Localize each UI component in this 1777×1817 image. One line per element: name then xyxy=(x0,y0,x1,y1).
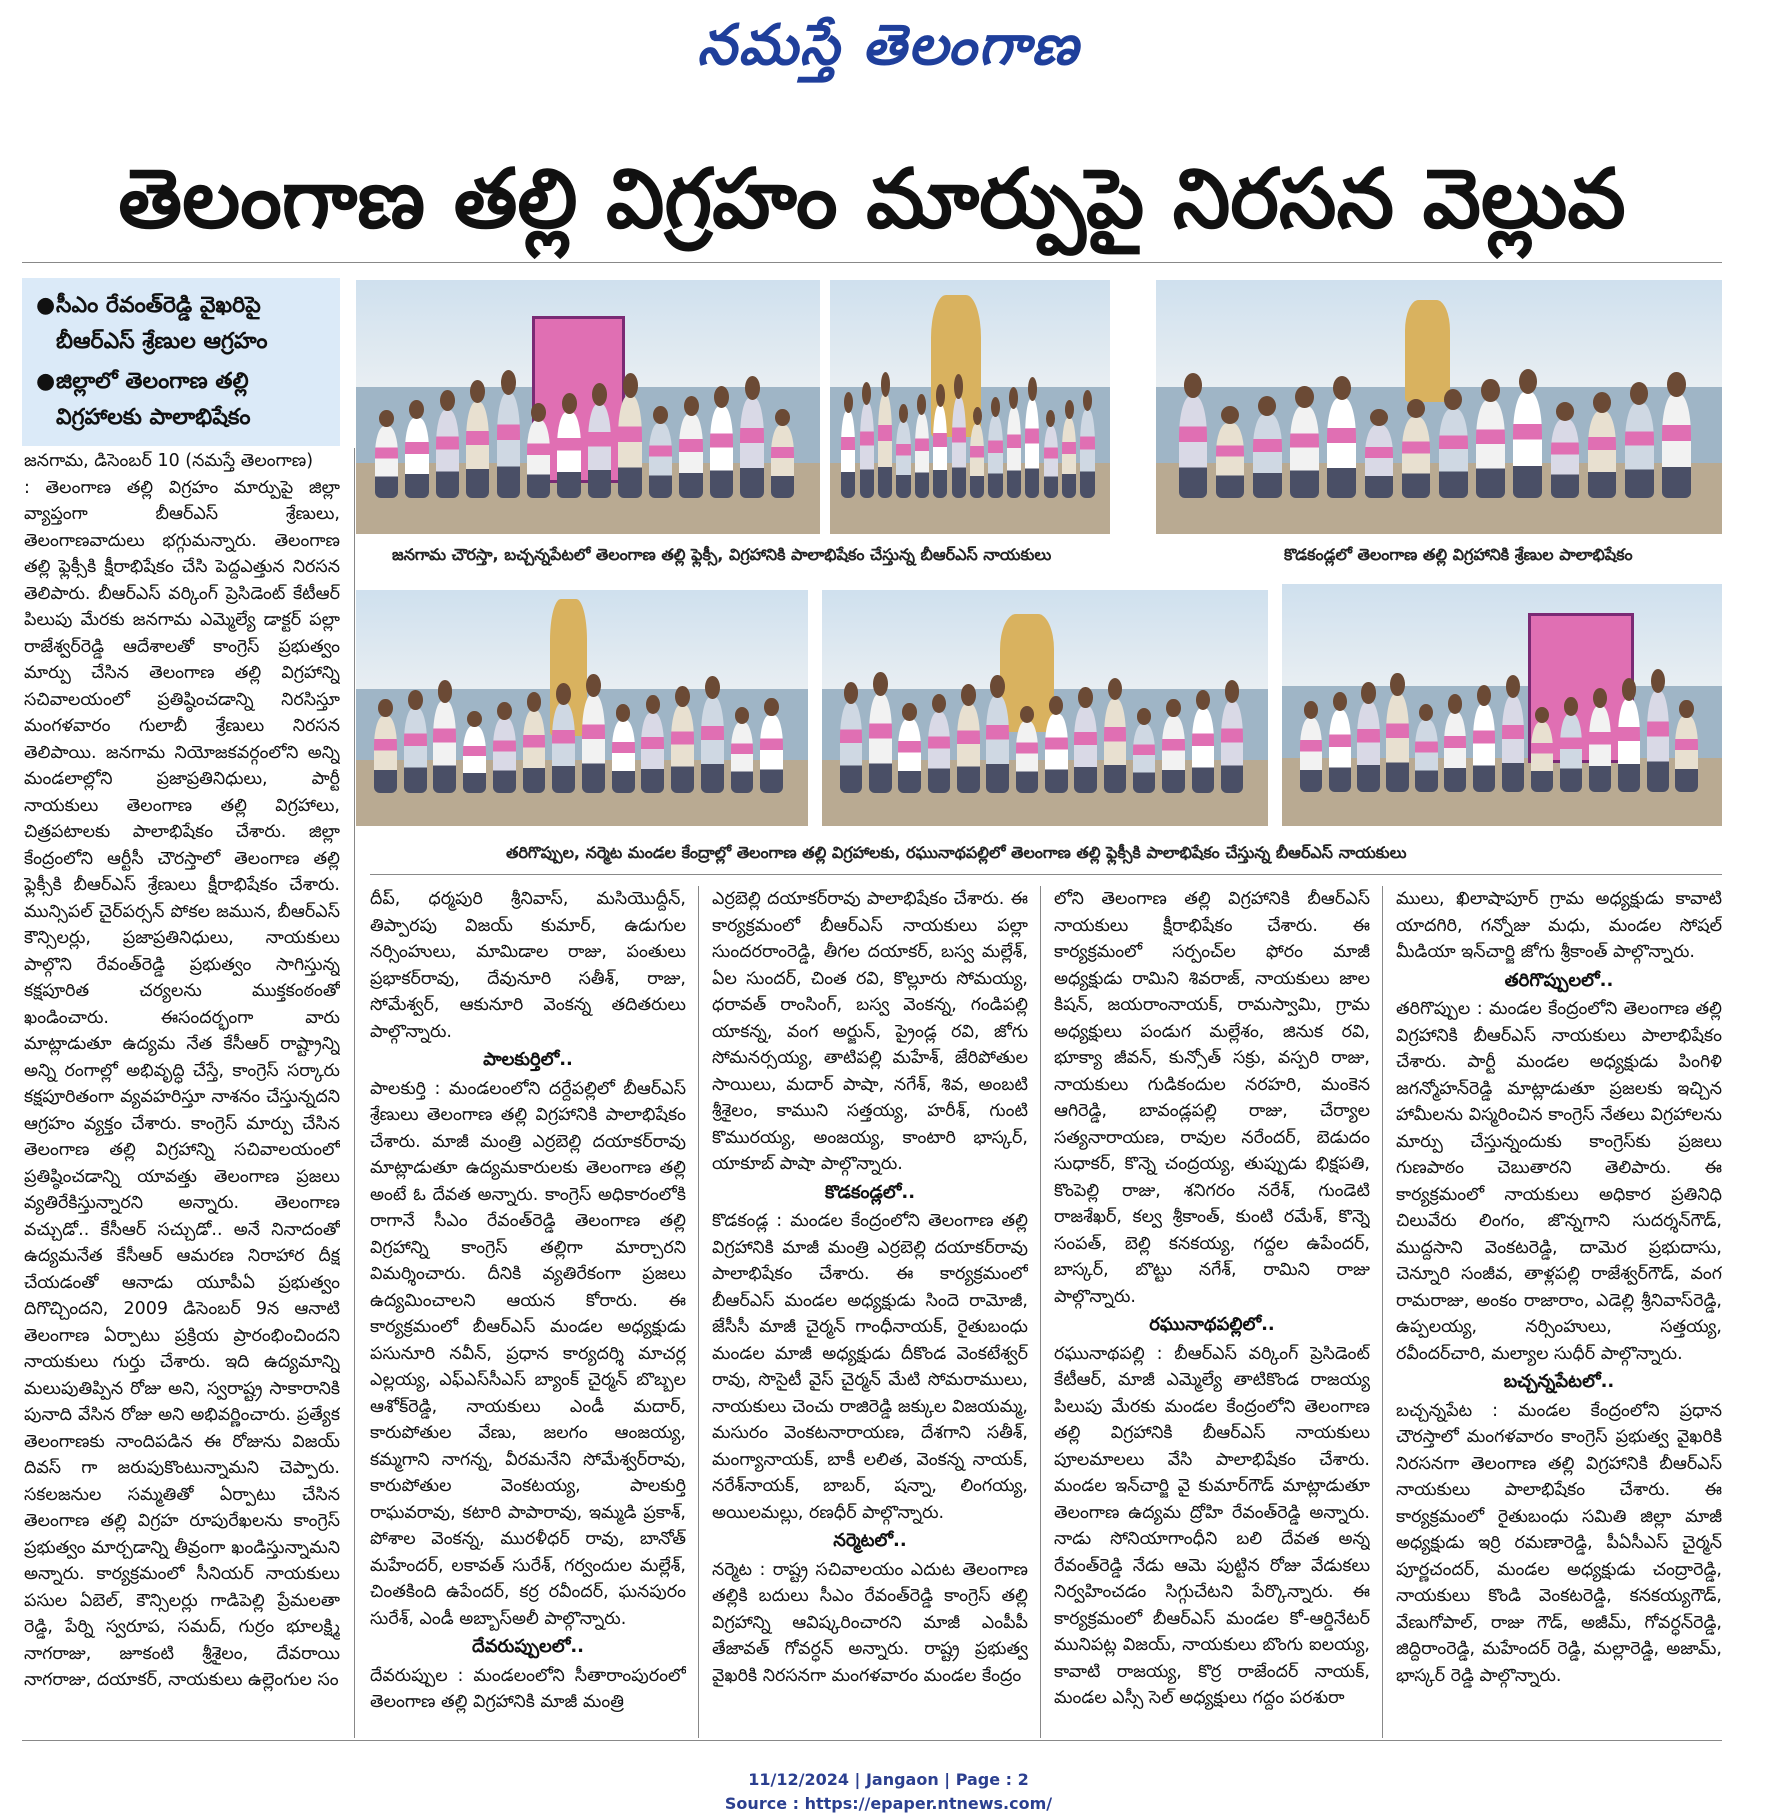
photo-tarigoppula xyxy=(356,590,808,826)
crowd xyxy=(841,382,1099,499)
article-paragraph: రఘునాథపల్లి : బీఆర్‌ఎస్ వర్కింగ్ ప్రెసిడెంట్ కేటీఆర్, మాజీ ఎమ్మెల్యే తాటికొండ రాజయ్య పిలుపు మేరకు మండల కేంద్రంలోని తెలంగాణ తల్లి విగ్రహానికి బీఆర్‌ఎస్ నాయకులు పూలమాలలు వేసి పాలాభిషేకం చేశారు. మండల ఇన్‌చార్జి వై కుమార్‌గౌడ్ మాట్లాడుతూ తెలంగాణ ఉద్యమ ద్రోహి రేవంత్‌రెడ్డి అన్నారు. నాడు సోనియాగాంధీని బలి దేవత అన్న రేవంత్‌రెడ్డి నేడు ఆమె పుట్టిన రోజు వేడుకలు నిర్వహించడం సిగ్గుచేటని పేర్కొన్నారు. ఈ కార్యక్రమంలో బీఆర్‌ఎస్ మండల కో-ఆర్డినేటర్ మునిపట్ల విజయ్, నాయకులు బొంగు ఐలయ్య, కావాటి రాజయ్య, కొర్ర రాజేందర్ నాయక్, మండల ఎస్సీ సెల్ అధ్యక్షులు గద్దం పరశురా xyxy=(1054,1343,1370,1708)
person-figure xyxy=(1618,699,1640,793)
person-figure xyxy=(1551,419,1580,498)
photo-raghunathapalli xyxy=(1282,584,1722,826)
person-figure xyxy=(1192,708,1215,793)
section-heading: బచ్చన్నపేటలో.. xyxy=(1503,1371,1615,1392)
photo-bachannapet xyxy=(830,280,1110,534)
person-figure xyxy=(731,722,754,793)
person-figure xyxy=(582,695,605,793)
person-figure xyxy=(374,716,397,793)
section-heading: రఘునాథపల్లిలో.. xyxy=(1149,1314,1275,1335)
article-paragraph: కొడకండ్ల : మండల కేంద్రంలోని తెలంగాణ తల్లి విగ్రహానికి మాజీ మంత్రి ఎర్రబెల్లి దయాకర్‌రావు పాలాభిషేకం చేశారు. ఈ కార్యక్రమంలో బీఆర్‌ఎస్ మండల అధ్యక్షుడు సిందె రామోజీ, జేసీసీ మాజీ చైర్మన్ గాంధీనాయక్, రైతుబంధు మండల మాజీ అధ్యక్షుడు దీకొండ వెంకటేశ్వర్ రావు, సొసైటీ వైస్ చైర్మన్ మేటి సోమరాములు, నాయకులు చెంచు రాజిరెడ్డి జక్కుల విజయమ్మ, మసురం వెంకటనారాయణ, దేశగాని సతీశ్, మంగ్యానాయక్, బాకీ లలిత, వెంకన్న నాయక్, నరేశ్‌నాయక్, బాబర్, షన్నా, లింగయ్య, అయిలమల్లు, రణధీర్ పాల్గొన్నారు. xyxy=(712,1211,1028,1523)
person-figure xyxy=(988,416,1002,499)
person-figure xyxy=(1025,399,1039,498)
crowd xyxy=(1179,382,1700,499)
person-figure xyxy=(915,413,929,498)
person-figure xyxy=(1402,417,1431,499)
person-figure xyxy=(1439,409,1468,499)
person-figure xyxy=(1386,694,1408,792)
person-figure xyxy=(436,410,459,499)
person-figure xyxy=(869,694,892,793)
person-figure xyxy=(760,715,783,793)
article-column-4 xyxy=(1054,886,1370,1738)
person-figure xyxy=(1216,423,1245,499)
person-figure xyxy=(970,424,984,499)
footer-source-link[interactable]: Source : https://epaper.ntnews.com/ xyxy=(724,1794,1053,1813)
person-figure xyxy=(878,394,892,498)
person-figure xyxy=(952,397,966,499)
subhead-box xyxy=(22,278,340,446)
column-divider xyxy=(698,886,699,1738)
person-figure xyxy=(1588,411,1617,499)
photo-caption: కొడకండ్లలో తెలంగాణ తల్లి విగ్రహానికి శ్రేణుల పాలాభిషేకం xyxy=(1284,545,1633,564)
person-figure xyxy=(463,726,486,793)
person-figure xyxy=(588,404,611,499)
person-figure xyxy=(523,710,546,792)
person-figure xyxy=(710,406,733,498)
person-figure xyxy=(375,426,398,498)
section-heading: పాలకుర్తిలో.. xyxy=(483,1049,573,1070)
person-figure xyxy=(612,720,635,793)
person-figure xyxy=(1502,696,1524,792)
person-figure xyxy=(1329,710,1351,792)
person-figure xyxy=(896,421,910,498)
person-figure xyxy=(701,697,724,793)
person-figure xyxy=(618,396,641,499)
person-figure xyxy=(405,418,428,499)
section-heading: దేవరుప్పులలో.. xyxy=(471,1636,585,1657)
person-figure xyxy=(649,423,672,499)
photo-kodakandla xyxy=(1156,280,1722,534)
article-paragraph: నర్మెట : రాష్ట్ర సచివాలయం ఎదుట తెలంగాణ తల్లికి బదులు సీఎం రేవంత్‌రెడ్డి కాంగ్రెస్ తల్లి విగ్రహాన్ని ఆవిష్కరించారని మాజీ ఎంపీపీ తేజావత్ గోవర్ధన్ అన్నారు. రాష్ట్ర ప్రభుత్వ వైఖరికి నిరసనగా మంగళవారం మండల కేంద్రం xyxy=(712,1559,1028,1686)
section-heading: కొడకండ్లలో.. xyxy=(824,1181,916,1203)
article-column-3 xyxy=(712,886,1028,1738)
person-figure xyxy=(641,713,664,793)
person-figure xyxy=(1045,714,1068,793)
person-figure xyxy=(1473,704,1495,792)
person-figure xyxy=(1044,426,1058,498)
person-figure xyxy=(1560,714,1582,792)
person-figure xyxy=(552,703,575,793)
subhead-text: జిల్లాలో తెలంగాణ తల్లి విగ్రహాలకు పాలాభిషేకం xyxy=(56,369,251,430)
person-figure xyxy=(1179,396,1208,499)
person-figure xyxy=(1513,392,1542,498)
person-figure xyxy=(1365,425,1394,499)
article-paragraph: దీప్, ధర్మపురి శ్రీనివాస్, మసియొద్దీన్, తిప్పారపు విజయ్ కుమార్, ఉడుగుల నర్సింహులు, మామిడాల రాజు, పంతులు ప్రభాకర్‌రావు, దేవునూరి సతీశ్, రాజు, సోమేశ్వర్, ఆకునూరి వెంకన్న తదితరులు పాల్గొన్నారు. xyxy=(370,889,686,1042)
subhead-item xyxy=(30,288,332,360)
person-figure xyxy=(860,403,874,499)
person-figure xyxy=(1162,716,1185,793)
person-figure xyxy=(493,718,516,793)
person-figure xyxy=(1104,699,1127,793)
column-divider xyxy=(1382,886,1383,1738)
bullet-icon: ● xyxy=(36,293,56,318)
person-figure xyxy=(1074,706,1097,793)
person-figure xyxy=(527,420,550,498)
headline-container xyxy=(22,140,1722,260)
person-figure xyxy=(1253,414,1282,498)
person-figure xyxy=(1062,418,1076,499)
footer xyxy=(0,1768,1777,1816)
person-figure xyxy=(1357,702,1379,792)
divider xyxy=(370,874,1722,875)
column-divider xyxy=(354,448,355,1738)
divider xyxy=(22,1740,1722,1741)
footer-edition: 11/12/2024 | Jangaon | Page : 2 xyxy=(748,1770,1029,1789)
crowd xyxy=(374,684,790,793)
person-figure xyxy=(1016,721,1039,793)
article-paragraph: ఎర్రబెల్లి దయాకర్‌రావు పాలాభిషేకం చేశారు. ఈ కార్యక్రమంలో బీఆర్‌ఎస్ నాయకులు పల్లా సుందరరాంరెడ్డి, తీగల దయాకర్, బస్వ మల్లేశ్, ఏల సుందర్, చింత రవి, కొల్లూరు సోమయ్య, ధరావత్ రాంసింగ్, బస్వ వెంకన్న, గండిపల్లి యాకన్న, వంగ అర్జున్, ప్రైండ్ల రవి, జోగు సోమనర్సయ్య, తాటిపల్లి మహేశ్, జేరిపోతుల సాయిలు, మదార్ పాషా, నగేశ్, శివ, అంబటి శ్రీశైలం, కాముని సత్తయ్య, హరీశ్, గుంటి కొమురయ్య, అంజయ్య, కాంటారి భాస్కర్, యాకూబ్ పాషా పాల్గొన్నారు. xyxy=(712,889,1028,1174)
person-figure xyxy=(404,708,427,793)
person-figure xyxy=(986,696,1009,793)
divider xyxy=(22,262,1722,263)
person-figure xyxy=(1327,398,1356,498)
person-figure xyxy=(557,412,580,498)
photo-narmetta xyxy=(822,590,1268,826)
article-paragraph: బచ్చన్నపేట : మండల కేంద్రంలోని ప్రధాన చౌరస్తాలో మంగళవారం కాంగ్రెస్ ప్రభుత్వ వైఖరికి నిరసనగా తెలంగాణ తల్లి విగ్రహానికి బీఆర్‌ఎస్ నాయకులు పాలాభిషేకం చేశారు. ఈ కార్యక్రమంలో రైతుబంధు సమితి జిల్లా మాజీ అధ్యక్షుడు ఇర్రి రమణారెడ్డి, పీఏసీఎస్ చైర్మన్ పూర్ణచందర్, మండల అధ్యక్షుడు చంద్రారెడ్డి, నాయకులు కొండి వెంకటరెడ్డి, కనకయ్యగౌడ్, వేణుగోపాల్, రాజు గౌడ్, అజీమ్, గోవర్ధన్‌రెడ్డి, జిద్దిరాంరెడ్డి, మహేందర్ రెడ్డి, మల్లారెడ్డి, అజామ్, భాస్కర్ రెడ్డి పాల్గొన్నారు. xyxy=(1396,1400,1722,1686)
subhead-text: సీఎం రేవంత్‌రెడ్డి వైఖరిపై బీఆర్‌ఎస్ శ్రేణుల ఆగ్రహం xyxy=(56,293,268,354)
person-figure xyxy=(933,405,947,498)
person-figure xyxy=(1675,716,1697,792)
article-paragraph: పాలకుర్తి : మండలంలోని దర్దేపల్లిలో బీఆర్‌ఎస్ శ్రేణులు తెలంగాణ తల్లి విగ్రహానికి పాలాభిషేకం చేశారు. మాజీ మంత్రి ఎర్రబెల్లి దయాకర్‌రావు మాట్లాడుతూ ఉద్యమకారులకు తెలంగాణ తల్లి అంటే ఓ దేవత అన్నారు. కాంగ్రెస్ అధికారంలోకి రాగానే సీఎం రేవంత్‌రెడ్డి తెలంగాణ తల్లి విగ్రహాన్ని కాంగ్రెస్ తల్లిగా మార్చారని విమర్శించారు. దీనికి వ్యతిరేకంగా ప్రజలు ఉద్యమించాలని ఆయన కోరారు. ఈ కార్యక్రమంలో బీఆర్‌ఎస్ మండల అధ్యక్షుడు పసునూరి నవీన్, ప్రధాన కార్యదర్శి మాచర్ల ఎల్లయ్య, ఎఫ్‌ఎస్‌సీఎస్ బ్యాంక్ చైర్మన్ బొబ్బల ఆశోక్‌రెడ్డి, నాయకులు ఎండీ మదార్, కారుపోతుల వేణు, జలగం ఆంజయ్య, కమ్మగాని నాగన్న, వీరమనేని సోమేశ్వర్‌రావు, కారుపోతుల వెంకటయ్య, పాలకుర్తి రాఘవరావు, కటారి పాపారావు, ఇమ్మడి ప్రకాశ్, పోశాల వెంకన్న, మురళీధర్ రావు, బానోత్ మహేందర్, లకావత్ సురేశ్, గర్వందుల మల్లేశ్, చింతకింది ఉపేందర్, కర్ర రవీందర్, ఘనపురం సురేశ్, ఎండీ అబ్బాస్‌అలీ పాల్గొన్నారు. xyxy=(370,1078,686,1629)
person-figure xyxy=(1221,701,1244,793)
subhead-item xyxy=(30,364,332,436)
bullet-icon: ● xyxy=(36,369,56,394)
crowd xyxy=(375,382,802,499)
photo-janagama-chowrasta xyxy=(356,280,820,534)
person-figure xyxy=(1476,400,1505,498)
section-heading: తరిగొప్పులలో.. xyxy=(1504,969,1614,991)
headline: తెలంగాణ తల్లి విగ్రహం మార్పుపై నిరసన వెల్లువ xyxy=(118,152,1626,247)
photo-caption: తరిగొప్పుల, నర్మెట మండల కేంద్రాల్లో తెలంగాణ తల్లి విగ్రహాలకు, రఘునాథపల్లిలో తెలంగాణ తల్లి ఫ్లెక్సీకి పాలాభిషేకం చేస్తున్న బీఆర్‌ఎస్ నాయకులు xyxy=(506,843,1407,862)
article-column-5 xyxy=(1396,886,1722,1738)
masthead-logo: నమస్తే తెలంగాణ xyxy=(697,12,1080,78)
article-column-1 xyxy=(24,448,340,1738)
person-figure xyxy=(898,719,921,793)
column-divider xyxy=(1040,886,1041,1738)
person-figure xyxy=(957,704,980,793)
section-heading: నర్మెటలో.. xyxy=(833,1530,907,1551)
person-figure xyxy=(740,398,763,498)
person-figure xyxy=(1444,712,1466,792)
person-figure xyxy=(1290,406,1319,498)
person-figure xyxy=(771,425,794,499)
article-column-2 xyxy=(370,886,686,1738)
article-paragraph: : తెలంగాణ తల్లి విగ్రహం మార్పుపై జిల్లా వ్యాప్తంగా బీఆర్‌ఎస్ శ్రేణులు, తెలంగాణవాదులు భగ్గుమన్నారు. తెలంగాణ తల్లి ఫ్లెక్సీకి క్షీరాభిషేకం చేసి పెద్దఎత్తున నిరసన తెలిపారు. బీఆర్‌ఎస్ వర్కింగ్ ప్రెసిడెంట్ కేటీఆర్ పిలుపు మేరకు జనగామ ఎమ్మెల్యే డాక్టర్ పల్లా రాజేశ్వర్‌రెడ్డి ఆదేశాలతో కాంగ్రెస్ ప్రభుత్వం మార్పు చేసిన తెలంగాణ తల్లి విగ్రహాన్ని సచివాలయంలో ప్రతిష్ఠించడాన్ని నిరసిస్తూ మంగళవారం గులాబీ శ్రేణులు నిరసన తెలిపాయి. జనగామ నియోజకవర్గంలోని అన్ని మండలాల్లోని ప్రజాప్రతినిధులు, పార్టీ నాయకులు తెలంగాణ తల్లి విగ్రహాలు, చిత్రపటాలకు పాలాభిషేకం చేశారు. జిల్లా కేంద్రంలోని ఆర్టీసీ చౌరస్తాలో తెలంగాణ తల్లి ఫ్లెక్సీకి బీఆర్‌ఎస్ శ్రేణులు క్షీరాభిషేకం చేశారు. మున్సిపల్ చైర్‌పర్సన్ పోకల జమున, బీఆర్‌ఎస్ కౌన్సిలర్లు, ప్రజాప్రతినిధులు, నాయకులు పాల్గొని రేవంత్‌రెడ్డి ప్రభుత్వం సాగిస్తున్న కక్షపూరిత చర్యలను ముక్తకంఠంతో ఖండించారు. ఈసందర్భంగా వారు మాట్లాడుతూ ఉద్యమ నేత కేసీఆర్ రాష్ట్రాన్ని అన్ని రంగాల్లో అభివృద్ధి చేస్తే, కాంగ్రెస్ సర్కారు కక్షపూరితంగా వ్యవహరిస్తూ నాశనం చేస్తున్నదని ఆగ్రహం వ్యక్తం చేశారు. కాంగ్రెస్ మార్పు చేసిన తెలంగాణ తల్లి విగ్రహాన్ని సచివాలయంలో ప్రతిష్ఠించడాన్ని యావత్తు తెలంగాణ ప్రజలు వ్యతిరేకిస్తున్నారని అన్నారు. తెలంగాణ వచ్చుడో.. కేసీఆర్ సచ్చుడో.. అనే నినాదంతో ఉద్యమనేత కేసీఆర్ ఆమరణ నిరాహార దీక్ష చేయడంతో ఆనాడు యూపీఏ ప్రభుత్వం దిగొచ్చిందని, 2009 డిసెంబర్ 9న ఆనాటి తెలంగాణ ఏర్పాటు ప్రక్రియ ప్రారంభించిందని నాయకులు గుర్తు చేశారు. ఇది ఉద్యమాన్ని మలుపుతిప్పిన రోజు అని, స్వరాష్ట్ర సాకారానికి పునాది వేసిన రోజు అని అభివర్ణించారు. ప్రత్యేక తెలంగాణకు నాందిపడిన ఈ రోజును విజయ్ దివస్ గా జరుపుకొంటున్నామని చెప్పారు. సకలజనుల సమ్మతితో ఏర్పాటు చేసిన తెలంగాణ తల్లి విగ్రహ రూపురేఖలను కాంగ్రెస్ ప్రభుత్వం మార్చడాన్ని తీవ్రంగా ఖండిస్తున్నామని అన్నారు. కార్యక్రమంలో సీనియర్ నాయకులు పసుల ఏబెల్, కౌన్సిలర్లు గాడిపెల్లి ప్రేమలతా రెడ్డి, పేర్ని స్వరూప, సమద్, గుర్రం భూలక్ష్మి నాగరాజు, జూకంటి శ్రీశైలం, దేవరాయి నాగరాజు, దయాకర్, నాయకులు ఉల్లెంగుల సం xyxy=(24,477,340,1690)
person-figure xyxy=(497,393,520,498)
crowd xyxy=(1300,681,1705,792)
person-figure xyxy=(1133,724,1156,793)
person-figure xyxy=(1300,718,1322,793)
article-paragraph: తరిగొప్పుల : మండల కేంద్రంలోని తెలంగాణ తల్లి విగ్రహానికి బీఆర్‌ఎస్ నాయకులు పాలాభిషేకం చేశారు. పార్టీ మండల అధ్యక్షుడు పింగిళి జగన్మోహన్‌రెడ్డి మాట్లాడుతూ ప్రజలకు ఇచ్చిన హామీలను విస్మరించిన కాంగ్రెస్ నేతలు విగ్రహాలను మార్పు చేస్తున్నందుకు కాంగ్రెస్‌కు ప్రజలు గుణపాఠం చెబుతారని తెలిపారు. ఈ కార్యక్రమంలో నాయకులు అధికార ప్రతినిధి చిలువేరు లింగం, జొన్నగాని సుదర్శన్‌గౌడ్, ముద్దసాని వెంకటరెడ్డి, దామెర ప్రభుదాసు, చెన్నూరి సంజీవ, తాళ్లపల్లి రాజేశ్వర్‌గౌడ్, వంగ రామరాజు, అంకం రాజారాం, ఎడెల్లి శ్రీనివాస్‌రెడ్డి, ఉప్పలయ్య, నర్సింహులు, సత్తయ్య, రవీందర్‌చారి, మల్యాల సుధీర్ పాల్గొన్నారు. xyxy=(1396,999,1722,1364)
person-figure xyxy=(1415,720,1437,792)
person-figure xyxy=(1080,410,1094,499)
person-figure xyxy=(671,705,694,793)
person-figure xyxy=(1531,722,1553,792)
person-figure xyxy=(1625,403,1654,499)
article-paragraph: లోని తెలంగాణ తల్లి విగ్రహానికి బీఆర్‌ఎస్ నాయకులు క్షీరాభిషేకం చేశారు. ఈ కార్యక్రమంలో సర్పంచ్‌ల ఫోరం మాజీ అధ్యక్షుడు రామిని శివరాజ్, నాయకులు జాల కిషన్, జయరాంనాయక్, రామస్వామి, గ్రామ అధ్యక్షులు పండుగ మల్లేశం, జినుక రవి, భూక్యా జీవన్, కున్సోత్ సక్రు, వస్పరి రాజు, నాయకులు గుడికందుల నరహరి, మంకెన ఆగిరెడ్డి, బావండ్లపల్లి రాజు, చేర్యాల సత్యనారాయణ, రావుల నరేందర్, బెడుదం సుధాకర్, కొన్నె చంద్రయ్య, తుప్పుడు భిక్షపతి, కొంపెల్లి రాజు, శనిగరం నరేశ్, గుండెటి రాజశేఖర్, కల్వ శ్రీకాంత్, కుంటి రమేశ్, కొన్నె సంపత్, బెల్లి కనకయ్య, గద్దల ఉపేందర్, బాస్కర్, బొట్టు నగేశ్, రామిని రాజు పాల్గొన్నారు. xyxy=(1054,889,1370,1307)
person-figure xyxy=(1662,394,1691,498)
article-paragraph: దేవరుప్పుల : మండలంలోని సీతారాంపురంలో తెలంగాణ తల్లి విగ్రహానికి మాజీ మంత్రి xyxy=(370,1665,686,1712)
person-figure xyxy=(1589,706,1611,792)
person-figure xyxy=(1647,691,1669,792)
photo-caption: జనగామ చౌరస్తా, బచ్చన్నపేటలో తెలంగాణ తల్లి ఫ్లెక్సీ, విగ్రహానికి పాలాభిషేకం చేస్తున్న బీఆర్‌ఎస్ నాయకులు xyxy=(392,545,1052,564)
person-figure xyxy=(928,712,951,793)
person-figure xyxy=(466,402,489,499)
person-figure xyxy=(1007,407,1021,498)
person-figure xyxy=(679,414,702,498)
person-figure xyxy=(841,411,855,499)
crowd xyxy=(840,684,1250,793)
person-figure xyxy=(433,701,456,793)
article-paragraph: ములు, ఖిలాషాపూర్ గ్రామ అధ్యక్షుడు కావాటి యాదగిరి, గన్నోజు మధు, మండల సోషల్ మీడియా ఇన్‌చార్జి జోగు శ్రీకాంత్ పాల్గొన్నారు. xyxy=(1396,889,1722,962)
masthead xyxy=(0,8,1777,82)
person-figure xyxy=(840,702,863,793)
dateline: జనగామ, డిసెంబర్ 10 (నమస్తే తెలంగాణ) xyxy=(24,451,314,471)
